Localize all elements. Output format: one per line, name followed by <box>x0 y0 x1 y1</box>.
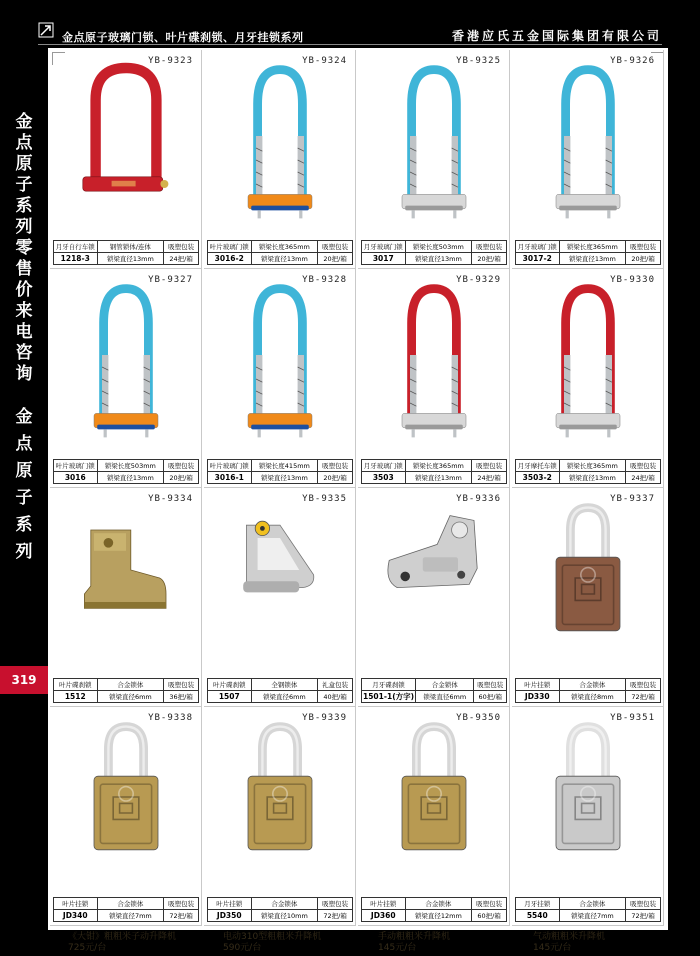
product-grid <box>50 50 666 926</box>
spec-cell: 锁梁直径13mm <box>97 472 164 484</box>
spec-table <box>361 240 507 265</box>
spec-cell: 锁梁长度503mm <box>97 460 164 472</box>
lock-image <box>50 279 202 439</box>
spec-cell: 合金锁体 <box>559 679 626 691</box>
caption-line: 《大钳》粗粗米子动升降机 <box>68 932 177 942</box>
spec-cell: 20把/箱 <box>318 253 353 265</box>
spec-cell: 20把/箱 <box>626 253 661 265</box>
caption-line: 手动粗粗米升降机 <box>378 932 451 942</box>
spec-cell: 锁梁直径12mm <box>405 910 472 922</box>
sidebar-char: 零 <box>15 238 33 258</box>
spec-cell: 吸塑包装 <box>164 460 199 472</box>
spec-table <box>361 459 507 484</box>
product-card <box>358 50 510 269</box>
lock-image <box>512 498 664 658</box>
spec-table <box>53 240 199 265</box>
bottom-caption <box>223 932 321 954</box>
product-code: YB-9337 <box>610 494 655 504</box>
lock-image <box>50 717 202 877</box>
sidebar-char: 电 <box>15 322 33 342</box>
model-number: 1512 <box>54 691 98 703</box>
spec-cell: 72把/箱 <box>164 910 199 922</box>
spec-cell: 月牙玻璃门锁 <box>362 241 406 253</box>
model-number: 3503-2 <box>516 472 560 484</box>
caption-price: 145元/台 <box>378 943 417 953</box>
spec-table <box>207 459 353 484</box>
caption-price: 145元/台 <box>533 943 572 953</box>
spec-table <box>361 897 507 922</box>
spec-cell: 72把/箱 <box>318 910 353 922</box>
spec-cell: 合金锁体 <box>416 679 474 691</box>
spec-cell: 叶片挂锁 <box>208 898 252 910</box>
spec-cell: 锁梁长度365mm <box>559 460 626 472</box>
header-divider <box>38 44 662 45</box>
spec-cell: 礼盒包装 <box>318 679 353 691</box>
spec-cell: 吸塑包装 <box>472 241 507 253</box>
spec-table <box>53 897 199 922</box>
arrow-icon <box>38 22 54 38</box>
spec-cell: 叶片挂锁 <box>54 898 98 910</box>
product-card <box>50 269 202 488</box>
spec-cell: 月牙玻璃门锁 <box>362 460 406 472</box>
spec-cell: 24把/箱 <box>626 472 661 484</box>
model-number: 3016-1 <box>208 472 252 484</box>
spec-table <box>207 240 353 265</box>
spec-table <box>207 678 353 703</box>
spec-cell: 叶片碟刹锁 <box>54 679 98 691</box>
product-card <box>204 269 356 488</box>
spec-cell: 24把/箱 <box>164 253 199 265</box>
lock-image <box>358 717 510 877</box>
spec-table <box>361 678 507 703</box>
model-number: 1218-3 <box>54 253 98 265</box>
product-card <box>204 488 356 707</box>
product-code: YB-9335 <box>302 494 347 504</box>
sidebar-char: 售 <box>15 259 33 279</box>
product-code: YB-9327 <box>148 275 193 285</box>
product-card <box>50 707 202 926</box>
spec-cell: 锁梁直径13mm <box>405 253 472 265</box>
model-number: 3016 <box>54 472 98 484</box>
model-number: 3017-2 <box>516 253 560 265</box>
product-code: YB-9350 <box>456 713 501 723</box>
lock-image <box>50 498 202 658</box>
lock-image <box>358 279 510 439</box>
spec-cell: 36把/箱 <box>164 691 199 703</box>
product-code: YB-9351 <box>610 713 655 723</box>
page-number: 319 <box>0 666 48 694</box>
sidebar-char: 原 <box>15 461 33 481</box>
product-code: YB-9330 <box>610 275 655 285</box>
spec-cell: 月牙挂锁 <box>516 898 560 910</box>
caption-price: 725元/台 <box>68 943 107 953</box>
spec-cell: 合金锁体 <box>559 898 626 910</box>
caption-price: 590元/台 <box>223 943 262 953</box>
spec-cell: 锁梁直径6mm <box>251 691 318 703</box>
spec-cell: 吸塑包装 <box>626 679 661 691</box>
sidebar-char: 点 <box>15 133 33 153</box>
product-card <box>50 50 202 269</box>
company-name: 香港应氏五金国际集团有限公司 <box>451 29 662 43</box>
series-title: 金点原子玻璃门锁、叶片碟刹锁、月牙挂锁系列 <box>62 31 304 44</box>
spec-cell: 叶片玻璃门锁 <box>208 460 252 472</box>
product-card <box>358 269 510 488</box>
spec-cell: 叶片挂锁 <box>362 898 406 910</box>
spec-cell: 吸塑包装 <box>626 241 661 253</box>
spec-cell: 60把/箱 <box>474 691 507 703</box>
sidebar-char: 点 <box>15 434 33 454</box>
spec-cell: 锁梁直径6mm <box>97 691 164 703</box>
spec-cell: 20把/箱 <box>164 472 199 484</box>
spec-cell: 锁梁长度365mm <box>559 241 626 253</box>
spec-cell: 60把/箱 <box>472 910 507 922</box>
sidebar-char: 价 <box>15 280 33 300</box>
spec-cell: 月牙碟刹锁 <box>362 679 416 691</box>
spec-cell: 钢管锁体/连体 <box>97 241 164 253</box>
spec-cell: 20把/箱 <box>318 472 353 484</box>
lock-image <box>512 717 664 877</box>
model-number: JD340 <box>54 910 98 922</box>
sidebar-char: 询 <box>15 364 33 384</box>
product-code: YB-9338 <box>148 713 193 723</box>
spec-cell: 合金锁体 <box>97 679 164 691</box>
spec-table <box>53 459 199 484</box>
product-card <box>358 488 510 707</box>
bottom-caption <box>533 932 605 954</box>
model-number: 3503 <box>362 472 406 484</box>
spec-cell: 吸塑包装 <box>318 241 353 253</box>
model-number: 1507 <box>208 691 252 703</box>
sidebar-char: 咨 <box>15 343 33 363</box>
spec-cell: 叶片碟刹锁 <box>208 679 252 691</box>
bottom-caption <box>378 932 450 954</box>
bottom-caption <box>68 932 176 954</box>
spec-cell: 锁梁直径13mm <box>559 253 626 265</box>
model-number: 3017 <box>362 253 406 265</box>
lock-image <box>204 717 356 877</box>
spec-table <box>53 678 199 703</box>
sidebar-char: 子 <box>15 175 33 195</box>
spec-cell: 月牙玻璃门锁 <box>516 241 560 253</box>
spec-cell: 吸塑包装 <box>626 460 661 472</box>
product-card <box>512 707 664 926</box>
product-code: YB-9323 <box>148 56 193 66</box>
spec-cell: 锁梁直径7mm <box>97 910 164 922</box>
sidebar <box>0 48 48 956</box>
model-number: JD360 <box>362 910 406 922</box>
spec-cell: 月牙摩托车锁 <box>516 460 560 472</box>
sidebar-char: 系 <box>15 196 33 216</box>
spec-cell: 锁梁直径13mm <box>405 472 472 484</box>
spec-cell: 吸塑包装 <box>472 898 507 910</box>
spec-cell: 叶片玻璃门锁 <box>54 460 98 472</box>
lock-image <box>204 279 356 439</box>
sidebar-char: 金 <box>15 407 33 427</box>
sidebar-char: 列 <box>15 217 33 237</box>
spec-cell: 锁梁直径13mm <box>97 253 164 265</box>
model-number: 5540 <box>516 910 560 922</box>
product-code: YB-9339 <box>302 713 347 723</box>
spec-cell: 合金锁体 <box>405 898 472 910</box>
lock-image <box>358 60 510 220</box>
spec-cell: 吸塑包装 <box>318 460 353 472</box>
product-card <box>512 488 664 707</box>
spec-cell: 月牙自行车锁 <box>54 241 98 253</box>
product-card <box>512 269 664 488</box>
spec-cell: 24把/箱 <box>472 472 507 484</box>
product-card <box>204 707 356 926</box>
spec-cell: 锁梁长度365mm <box>251 241 318 253</box>
product-code: YB-9328 <box>302 275 347 285</box>
spec-cell: 40把/箱 <box>318 691 353 703</box>
model-number: JD330 <box>516 691 560 703</box>
spec-cell: 锁梁长度415mm <box>251 460 318 472</box>
model-number: JD350 <box>208 910 252 922</box>
spec-table <box>515 897 661 922</box>
caption-line: 电动310型粗粗米升降机 <box>223 932 322 942</box>
spec-cell: 叶片玻璃门锁 <box>208 241 252 253</box>
sidebar-char: 系 <box>15 515 33 535</box>
product-code: YB-9336 <box>456 494 501 504</box>
spec-cell: 吸塑包装 <box>474 679 507 691</box>
spec-cell: 叶片挂锁 <box>516 679 560 691</box>
model-number: 1501-1(方字) <box>363 692 415 701</box>
lock-image <box>50 60 202 220</box>
spec-cell: 锁梁直径13mm <box>559 472 626 484</box>
product-code: YB-9324 <box>302 56 347 66</box>
header-bar <box>0 0 700 48</box>
product-card <box>358 707 510 926</box>
spec-cell: 锁梁直径10mm <box>251 910 318 922</box>
spec-cell: 吸塑包装 <box>164 898 199 910</box>
model-number: 3016-2 <box>208 253 252 265</box>
product-card <box>204 50 356 269</box>
bottom-captions <box>48 930 668 956</box>
lock-image <box>204 498 356 658</box>
spec-cell: 吸塑包装 <box>164 679 199 691</box>
spec-cell: 锁梁直径13mm <box>251 472 318 484</box>
spec-cell: 全钢锁体 <box>251 679 318 691</box>
spec-table <box>515 678 661 703</box>
product-card <box>50 488 202 707</box>
spec-cell: 锁梁直径8mm <box>559 691 626 703</box>
lock-image <box>512 279 664 439</box>
spec-cell: 锁梁长度365mm <box>405 460 472 472</box>
spec-cell: 吸塑包装 <box>472 460 507 472</box>
spec-cell: 锁梁直径6mm <box>416 691 474 703</box>
lock-image <box>358 498 510 658</box>
spec-cell: 吸塑包装 <box>164 241 199 253</box>
sidebar-char: 来 <box>15 301 33 321</box>
spec-cell: 72把/箱 <box>626 910 661 922</box>
spec-table <box>207 897 353 922</box>
sidebar-char: 子 <box>15 488 33 508</box>
product-code: YB-9326 <box>610 56 655 66</box>
spec-table <box>515 459 661 484</box>
spec-cell: 合金锁体 <box>251 898 318 910</box>
spec-cell: 吸塑包装 <box>318 898 353 910</box>
product-code: YB-9325 <box>456 56 501 66</box>
spec-cell: 合金锁体 <box>97 898 164 910</box>
lock-image <box>512 60 664 220</box>
caption-line: 气动粗粗米升降机 <box>533 932 606 942</box>
spec-cell: 20把/箱 <box>472 253 507 265</box>
sidebar-char: 列 <box>15 542 33 562</box>
spec-cell: 锁梁长度503mm <box>405 241 472 253</box>
spec-cell: 锁梁直径7mm <box>559 910 626 922</box>
lock-image <box>204 60 356 220</box>
series-label <box>0 404 48 566</box>
spec-table <box>515 240 661 265</box>
price-notice <box>0 112 48 385</box>
product-code: YB-9334 <box>148 494 193 504</box>
product-code: YB-9329 <box>456 275 501 285</box>
spec-cell: 锁梁直径13mm <box>251 253 318 265</box>
product-card <box>512 50 664 269</box>
spec-cell: 吸塑包装 <box>626 898 661 910</box>
sidebar-char: 原 <box>15 154 33 174</box>
sidebar-char: 金 <box>15 112 33 132</box>
spec-cell: 72把/箱 <box>626 691 661 703</box>
